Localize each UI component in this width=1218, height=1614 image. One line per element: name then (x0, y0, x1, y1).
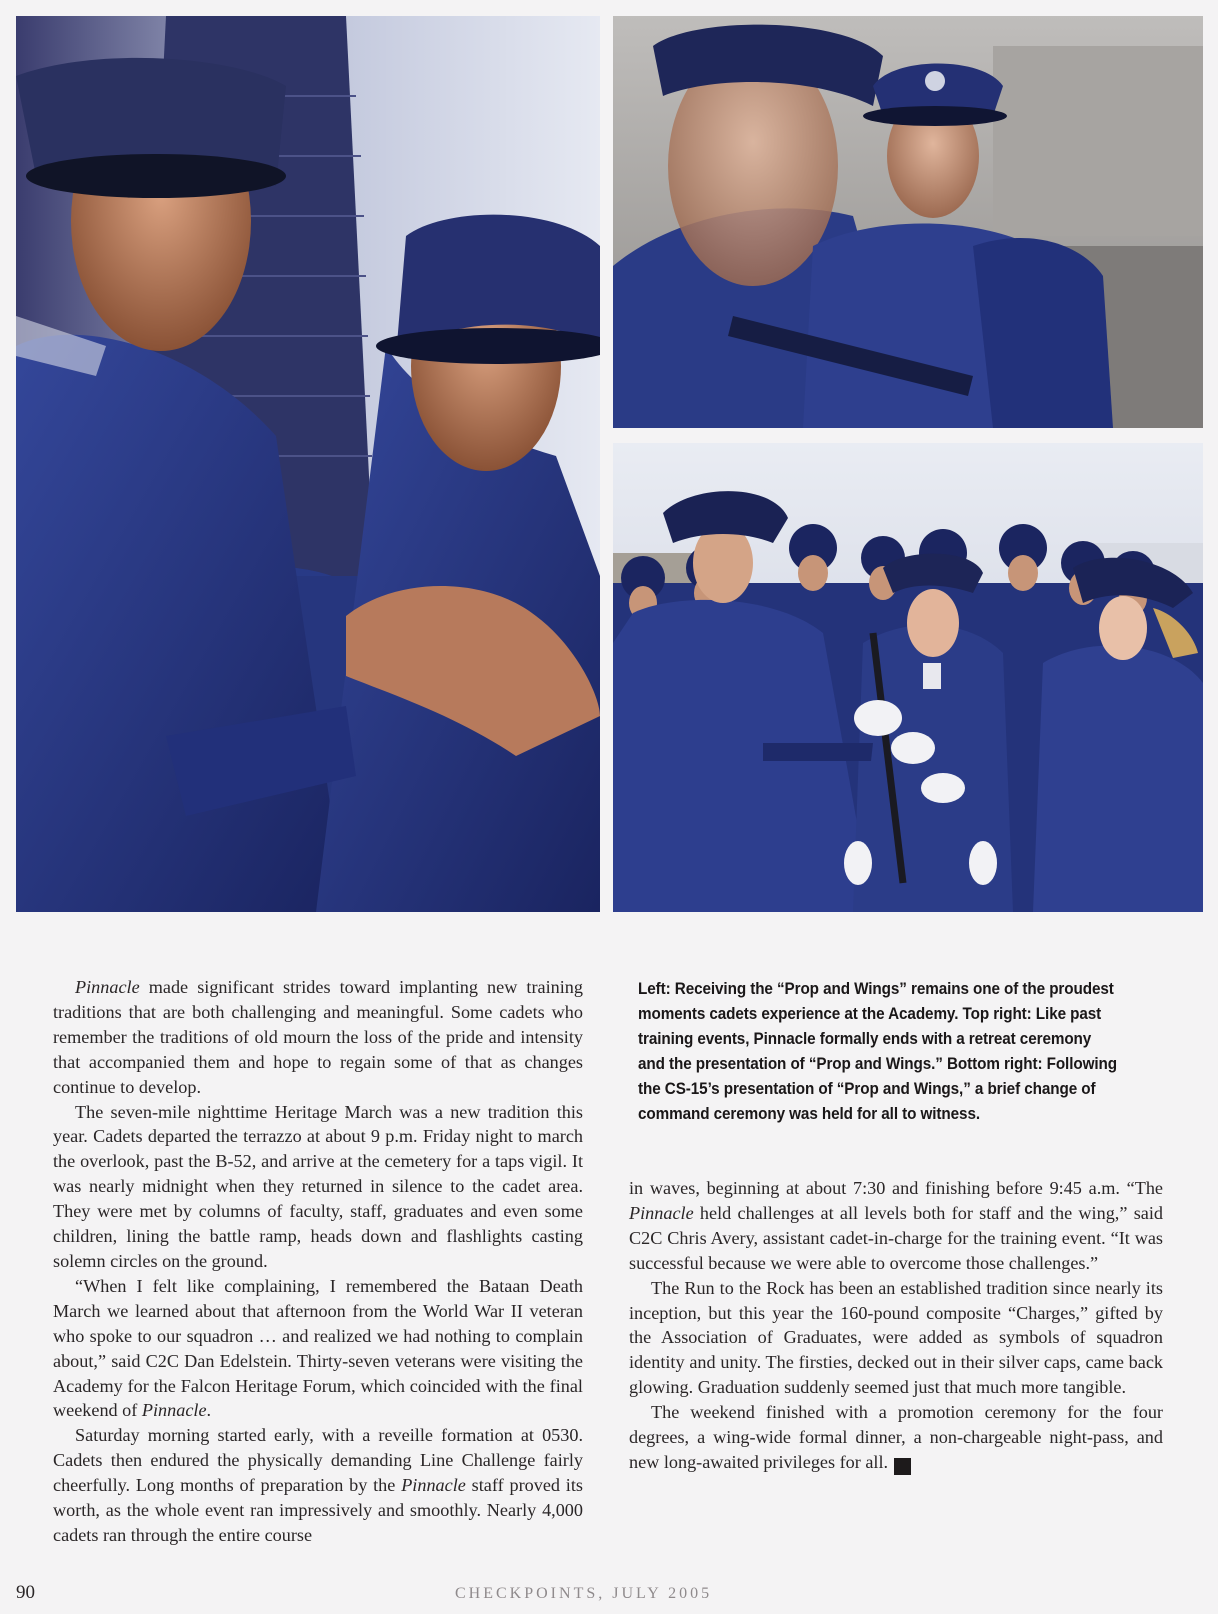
end-mark-icon: ✓ (894, 1458, 911, 1475)
publication-title: Pinnacle (75, 977, 140, 997)
paragraph-text: . (206, 1400, 212, 1421)
paragraph (53, 1423, 583, 1548)
paragraph-text: staff proved its worth, as the whole event ran impressively and smoothly. Nearly 4,000 cadets ran through the entire course (53, 1475, 583, 1545)
photo-change-of-command-image (613, 443, 1203, 912)
paragraph-text: held challenges at all levels both for staff and the wing,” said C2C Chris Avery, assistant cadet-in-charge for the training event. “It was successful because we were able to overcome those challenges.” (629, 1202, 1163, 1273)
article-column-right (629, 1176, 1163, 1475)
publication-title: Pinnacle (401, 1475, 466, 1496)
paragraph: The Run to the Rock has been an established tradition since nearly its inception, but this year the 160-pound composite “Charges,” gifted by the Association of Graduates, were added as symbols of squadron identity and unity. The firsties, decked out in their silver caps, came back glowing. Graduation suddenly seemed just that much more tangible. (629, 1277, 1163, 1398)
photo-cadets-retreat-ceremony (613, 16, 1203, 428)
paragraph-text: “When I felt like complaining, I remembered the Bataan Death March we learned about that afternoon from the World War II veteran who spoke to our squadron … and realized we had nothing to complain about,” said C2C Dan Edelstein. Thirty-seven veterans were visiting the Academy for the Falcon Heritage Forum, which coincided with the final weekend of (53, 1275, 583, 1421)
publication-title: Pinnacle (141, 1400, 207, 1421)
paragraph-text: Saturday morning started early, with a reveille formation at 0530. Cadets then endured the physically demanding Line Challenge fairly cheerfully. Long months of preparation by the (53, 1425, 583, 1496)
photo-cadets-prop-and-wings-image (16, 16, 600, 912)
photo-caption: Left: Receiving the “Prop and Wings” remains one of the proudest moments cadets experience at the Academy. Top right: Like past training events, Pinnacle formally ends with a retreat ceremony and the presentation of “Prop and Wings.” Bottom right: Following the CS-15’s presentation of “Prop and Wings,” a brief change of command ceremony was held for all to witness. (638, 979, 1117, 1123)
publication-title: Pinnacle (629, 1202, 694, 1223)
page-number: 90 (16, 1582, 35, 1603)
paragraph-text: in waves, beginning at about 7:30 and finishing before 9:45 a.m. “The (629, 1178, 1163, 1198)
photo-cadets-retreat-ceremony-image (613, 16, 1203, 428)
paragraph: The seven-mile nighttime Heritage March was a new tradition this year. Cadets departed the terrazzo at about 9 p.m. Friday night to march the overlook, past the B-52, and arrive at the cemetery for a taps vigil. It was nearly midnight when they returned in silence to the cadet area. They were met by columns of faculty, staff, graduates and even some children, lining the battle ramp, heads down and flashlights casting solemn circles on the ground. (53, 1101, 583, 1271)
paragraph (53, 1274, 583, 1423)
paragraph (629, 1400, 1163, 1475)
running-footer: CHECKPOINTS, JULY 2005 (455, 1585, 713, 1602)
paragraph-text: The weekend finished with a promotion ceremony for the four degrees, a wing-wide formal dinner, a non-chargeable night-pass, and new long-awaited privileges for all. (629, 1402, 1163, 1472)
photo-change-of-command (613, 443, 1203, 912)
paragraph (53, 975, 583, 1100)
paragraph (629, 1176, 1163, 1276)
article-column-left (53, 975, 583, 1548)
photo-cadets-prop-and-wings (16, 16, 600, 912)
paragraph-text: made significant strides toward implanting new training traditions that are both challenging and meaningful. Some cadets who remember the traditions of old mourn the loss of the pride and intensity that accompanied them and hope to regain some of that as changes continue to develop. (53, 977, 583, 1097)
